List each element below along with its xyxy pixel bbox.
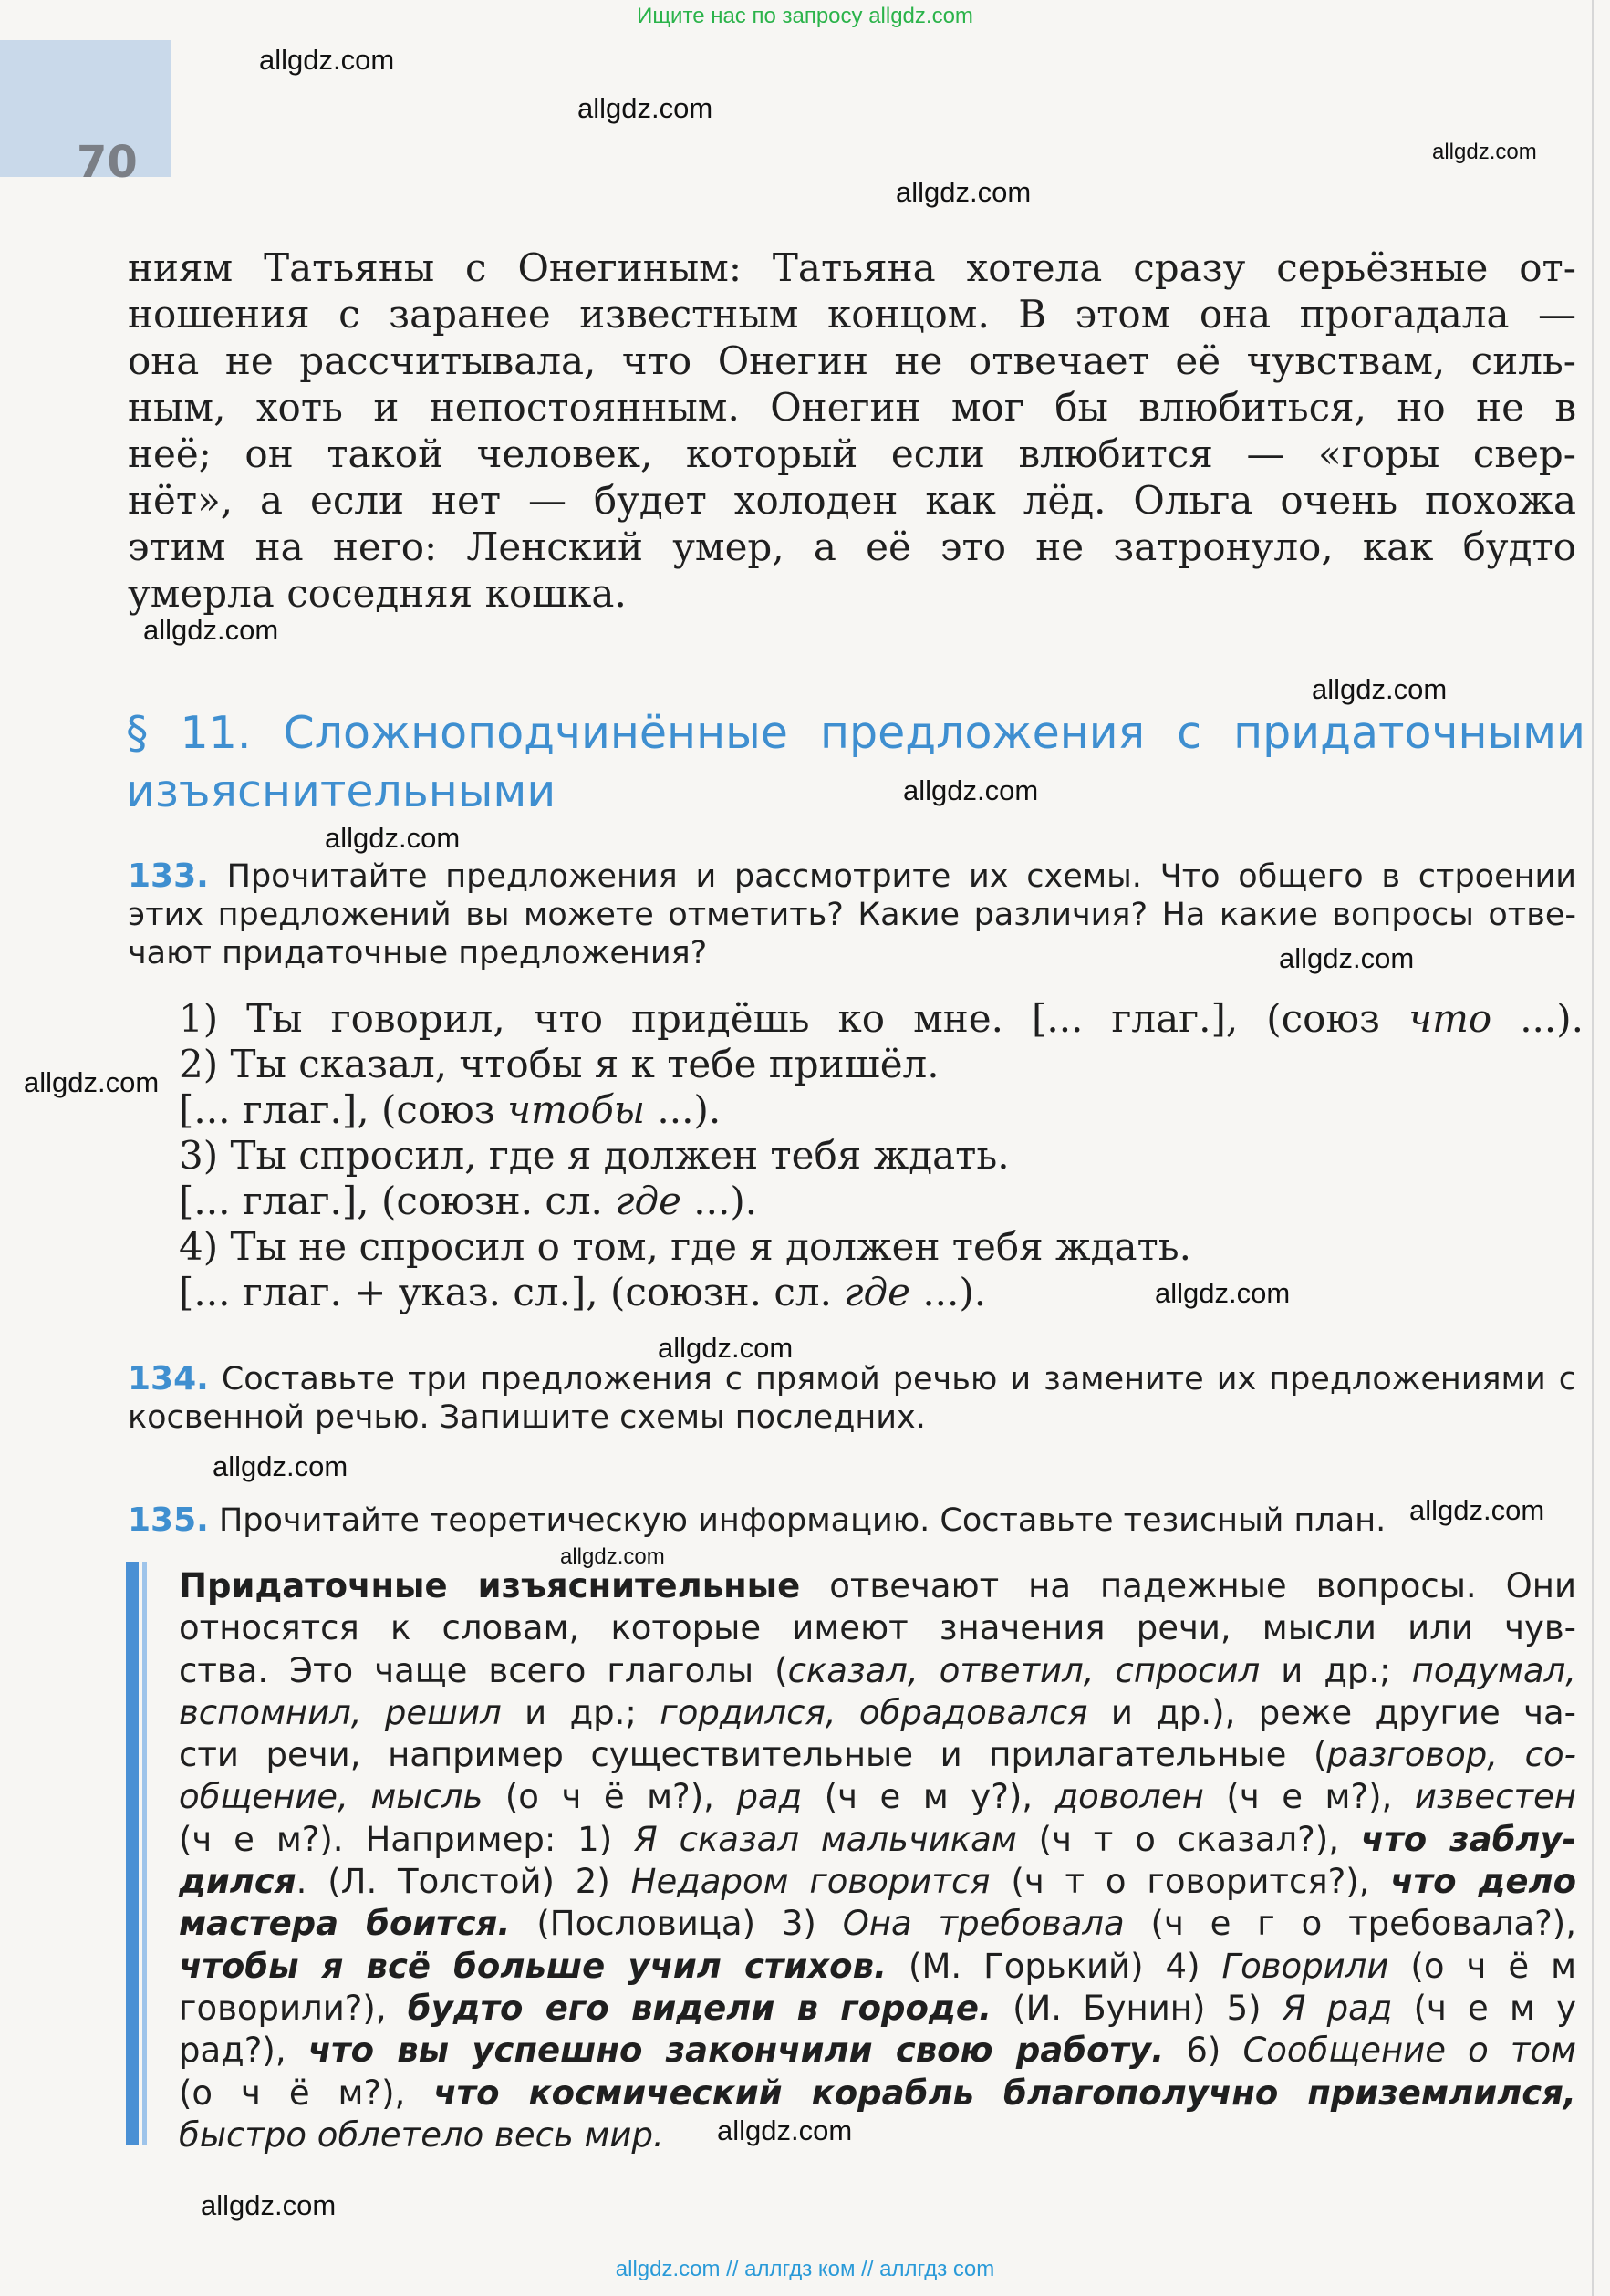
text-line: нёт», а если нет — будет холоден как лёд. Ольга очень похожа: [128, 478, 1576, 523]
task-text: Прочитайте предложения и рассмотрите их схемы. Что общего в строении: [226, 858, 1576, 895]
text-span: [179, 1946, 1576, 1988]
emphasis-text: [433, 2073, 1576, 2113]
watermark: allgdz.com: [1312, 673, 1448, 705]
text-span: (М. Горький) 4): [887, 1946, 1222, 1986]
text-line: ным, хоть и непостоянным. Онегин мог бы влюбиться, но не в: [128, 385, 1576, 430]
emphasis-text: где: [844, 1270, 910, 1314]
text-span: (ч т о говорится?),: [990, 1862, 1391, 1902]
task-text: Составьте три предложения с прямой речью и замените их предложениями с: [221, 1361, 1576, 1397]
watermark: allgdz.com: [903, 774, 1039, 806]
text-span: ...).: [645, 1087, 722, 1132]
emphasis-text: Я рад: [1282, 1988, 1393, 2028]
emphasis-text: Она требовала: [842, 1904, 1125, 1944]
theory-accent-bar: [142, 1562, 147, 2145]
page-edge: [1592, 0, 1594, 2296]
emphasis-text: [1361, 1820, 1576, 1859]
emphasis-text: [308, 2031, 1164, 2070]
section-title-line: изъяснительными: [126, 765, 556, 817]
example-2: 2) Ты сказал, чтобы я к тебе пришёл.: [179, 1042, 940, 1086]
text-span: ...).: [680, 1179, 758, 1223]
example-3: 3) Ты спросил, где я должен тебя ждать.: [179, 1133, 1010, 1178]
top-banner: Ищите нас по запросу allgdz.com: [637, 4, 973, 28]
emphasis-text: Придаточные изъяснительные: [179, 1566, 801, 1605]
text-span: [179, 1734, 1576, 1776]
emphasis-text: общение, мысль: [179, 1777, 483, 1817]
intro-paragraph: [128, 244, 1576, 617]
watermark: allgdz.com: [325, 822, 461, 854]
emphasis-text: сказал, ответил, спросил: [787, 1650, 1261, 1690]
emphasis-text: [179, 1862, 296, 1901]
text-span: ...).: [909, 1270, 987, 1314]
emphasis-text: дился: [179, 1862, 296, 1902]
emphasis-text: мастера боится.: [179, 1904, 511, 1944]
emphasis-text: подумал,: [1411, 1650, 1576, 1690]
text-span: (о ч ё м?),: [179, 2073, 434, 2113]
emphasis-text: доволен: [1054, 1777, 1204, 1817]
text-span: (Пословица) 3): [510, 1904, 843, 1944]
watermark: allgdz.com: [658, 1332, 794, 1364]
text-span: (ч т о сказал?),: [1016, 1819, 1361, 1859]
watermark: allgdz.com: [560, 1544, 665, 1569]
task-number: 133.: [128, 857, 209, 895]
task-text: чают придаточные предложения?: [128, 935, 708, 971]
emphasis-text: известен: [1414, 1777, 1576, 1817]
watermark: allgdz.com: [1279, 942, 1415, 974]
emphasis-text: быстро облетело весь мир.: [179, 2114, 664, 2155]
emphasis-text: где: [615, 1179, 681, 1223]
emphasis-text: [1390, 1862, 1576, 1901]
text-span: [128, 1360, 1576, 1398]
text-span: относятся к словам, которые имеют значения речи, мысли или чув-: [179, 1608, 1576, 1648]
task-text: Прочитайте теоретическую информацию. Составьте тезисный план.: [218, 1502, 1387, 1539]
text-line: этим на него: Ленский умер, а её это не затронуло, как будто: [128, 525, 1576, 569]
text-span: [179, 1776, 1576, 1818]
example-2-scheme: [179, 1087, 1584, 1133]
text-span: ...).: [1491, 996, 1584, 1041]
emphasis-text: что заблу-: [1360, 1819, 1576, 1859]
text-span: 6): [1164, 2031, 1243, 2071]
text-span: и др.;: [1260, 1650, 1412, 1690]
text-span: [179, 1692, 1576, 1734]
theory-accent-bar: [126, 1562, 139, 2145]
task-text: косвенной речью. Запишите схемы последних.: [128, 1399, 926, 1436]
example-1: [179, 996, 1584, 1042]
watermark: allgdz.com: [143, 614, 279, 646]
watermark: allgdz.com: [1155, 1277, 1291, 1309]
text-span: (ч е м?). Например: 1): [179, 1819, 635, 1859]
task-number: 135.: [128, 1501, 209, 1539]
emphasis-text: разговор, со-: [1326, 1735, 1576, 1775]
watermark: allgdz.com: [259, 44, 395, 76]
text-span: [179, 1565, 1576, 1607]
task-number: 134.: [128, 1360, 209, 1397]
emphasis-text: будто его видели в городе.: [407, 1988, 992, 2028]
emphasis-text: что дело: [1390, 1862, 1576, 1902]
text-span: и др.), реже другие ча-: [1087, 1692, 1576, 1732]
emphasis-text: рад: [736, 1777, 803, 1817]
text-span: (ч е м у?),: [802, 1777, 1055, 1817]
text-span: [128, 857, 1576, 896]
watermark: allgdz.com: [896, 176, 1032, 208]
example-4-scheme: [179, 1270, 1584, 1315]
watermark: allgdz.com: [1432, 140, 1537, 164]
emphasis-text: Говорили: [1221, 1946, 1389, 1986]
example-sentences: [179, 996, 1584, 1315]
text-span: [128, 1501, 1405, 1540]
emphasis-text: Сообщение о том: [1242, 2031, 1577, 2071]
watermark: allgdz.com: [577, 92, 713, 124]
text-span: рад?),: [179, 2031, 308, 2071]
text-span: [... глаг.], (союз: [179, 1087, 507, 1132]
emphasis-text: Недаром говорится: [630, 1862, 991, 1902]
emphasis-text: вспомнил, решил: [179, 1692, 502, 1732]
watermark: allgdz.com: [717, 2114, 853, 2146]
text-span: (И. Бунин) 5): [992, 1988, 1283, 2028]
section-title: [126, 704, 1585, 821]
emphasis-text: гордился, обрадовался: [660, 1692, 1088, 1732]
theory-block: [179, 1565, 1576, 2156]
task-134: [128, 1360, 1576, 1437]
text-span: [179, 1903, 1576, 1945]
text-span: (о ч ё м?),: [483, 1777, 737, 1817]
emphasis-text: [179, 1904, 511, 1943]
text-span: [... глаг.], (союзн. сл.: [179, 1179, 616, 1223]
watermark: allgdz.com: [24, 1066, 160, 1098]
task-text: этих предложений вы можете отметить? Какие различия? На какие вопросы отве-: [128, 897, 1576, 933]
page-number: 70: [77, 137, 138, 188]
emphasis-text: что: [1407, 996, 1492, 1041]
emphasis-text: [179, 1947, 887, 1986]
text-line: умерла соседняя кошка.: [128, 571, 627, 616]
text-span: [179, 2114, 1576, 2156]
bottom-banner: allgdz.com // аллгдз ком // аллгдз com: [615, 2257, 995, 2281]
text-span: говорили?),: [179, 1988, 408, 2028]
text-span: [179, 2030, 1576, 2072]
text-span: и др.;: [501, 1692, 660, 1732]
text-span: (ч е г о требовала?),: [1124, 1904, 1577, 1944]
task-135: [128, 1501, 1405, 1540]
text-span: 1) Ты говорил, что придёшь ко мне. [... глаг.], (союз: [179, 996, 1408, 1041]
text-span: отвечают на падежные вопросы. Они: [800, 1566, 1576, 1605]
emphasis-text: что космический корабль благополучно приземлился,: [433, 2073, 1576, 2113]
text-span: (о ч ё м: [1388, 1946, 1577, 1986]
text-span: [179, 2073, 1576, 2114]
text-span: ства. Это чаще всего глаголы (: [179, 1650, 788, 1690]
text-span: . (Л. Толстой) 2): [296, 1862, 631, 1902]
emphasis-text: чтобы: [506, 1087, 646, 1132]
text-span: (ч е м у: [1392, 1988, 1577, 2028]
text-line: ниям Татьяны с Онегиным: Татьяна хотела сразу серьёзные от-: [128, 245, 1576, 290]
text-span: [179, 1819, 1576, 1861]
example-4: 4) Ты не спросил о том, где я должен тебя ждать.: [179, 1224, 1192, 1269]
watermark: allgdz.com: [201, 2189, 337, 2221]
text-line: она не рассчитывала, что Онегин не отвечает её чувствам, силь-: [128, 338, 1576, 383]
watermark: allgdz.com: [1409, 1494, 1545, 1526]
text-line: неё; он такой человек, который если влюбится — «горы свер-: [128, 431, 1576, 476]
text-span: сти речи, например существительные и прилагательные (: [179, 1735, 1327, 1775]
emphasis-text: чтобы я всё больше учил стихов.: [179, 1946, 888, 1986]
emphasis-text: Я сказал мальчикам: [634, 1819, 1017, 1859]
section-title-line: § 11. Сложноподчинённые предложения с придаточными: [126, 707, 1585, 759]
emphasis-text: что вы успешно закончили свою работу.: [307, 2031, 1165, 2071]
watermark: allgdz.com: [213, 1450, 348, 1482]
text-span: [179, 1650, 1576, 1692]
text-line: ношения с заранее известным концом. В этом она прогадала —: [128, 292, 1576, 337]
text-span: [179, 1861, 1576, 1903]
text-span: [... глаг. + указ. сл.], (союзн. сл.: [179, 1270, 845, 1314]
text-span: (ч е м?),: [1203, 1777, 1415, 1817]
example-3-scheme: [179, 1179, 1584, 1224]
emphasis-text: [408, 1989, 992, 2028]
text-span: [179, 1988, 1576, 2030]
